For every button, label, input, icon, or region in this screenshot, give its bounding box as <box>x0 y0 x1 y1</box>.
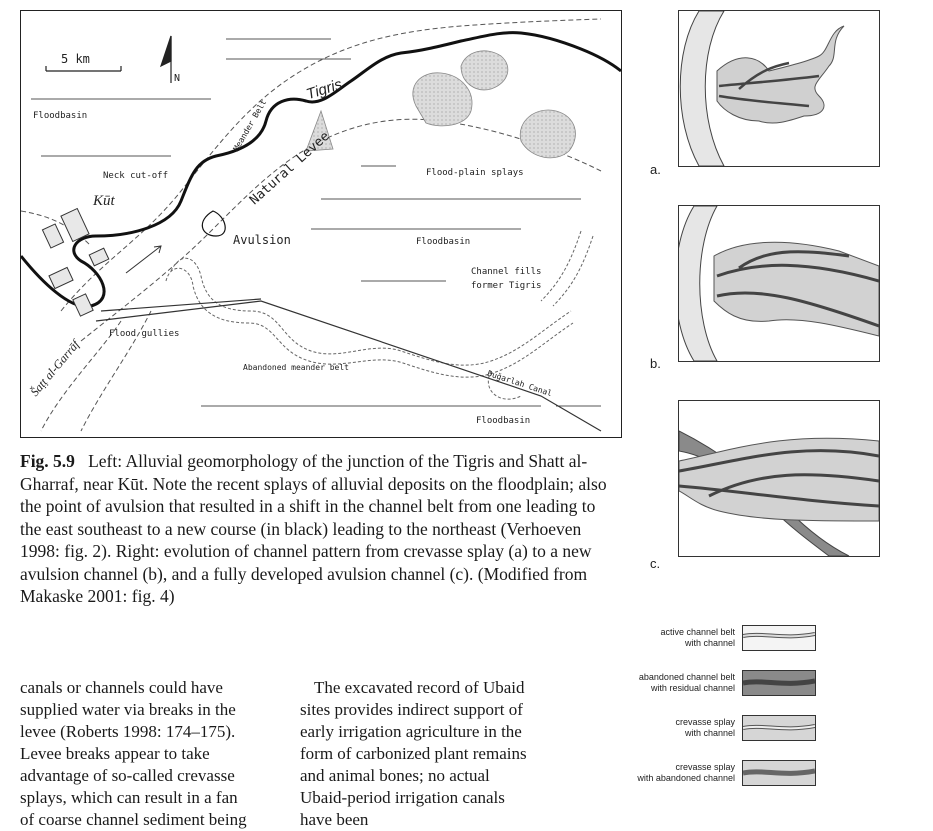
panel-b-label: b. <box>650 356 661 371</box>
floodbasin-mid-label: Floodbasin <box>416 237 471 247</box>
panel-b <box>678 205 880 362</box>
tigris-label: Tigris <box>304 75 345 104</box>
panel-a-drawing <box>679 11 879 166</box>
meander-belt-label: Meander Belt <box>231 98 269 153</box>
floodbasin-bottom-label: Floodbasin <box>476 416 531 426</box>
dugarlah-canal-label: Duğarlah Canal <box>486 368 554 399</box>
panel-c <box>678 400 880 557</box>
scale-bar-label: 5 km <box>61 52 90 66</box>
panel-a <box>678 10 880 167</box>
legend-swatch-1-drawing <box>743 626 815 650</box>
geomorphology-map <box>20 10 622 438</box>
panel-c-label: c. <box>650 556 661 571</box>
legend-swatch-active-channel <box>742 625 816 651</box>
abandoned-meander-label: Abandoned meander belt <box>243 363 349 372</box>
panel-b-drawing <box>679 206 879 361</box>
former-tigris-label: former Tigris <box>471 281 542 291</box>
legend-text-1: active channel belt with channel <box>660 627 735 648</box>
legend-text-2: abandoned channel belt with residual channel <box>638 672 735 693</box>
figure-caption <box>20 450 620 608</box>
figure-number: Fig. 5.9 <box>20 451 75 471</box>
legend-swatch-splay-abandoned <box>742 760 816 786</box>
north-label: N <box>174 73 181 84</box>
legend-text-3: crevasse splay with channel <box>675 717 735 738</box>
panel-c-drawing <box>679 401 879 556</box>
legend-swatch-3-drawing <box>743 716 815 740</box>
kut-label: Kūt <box>93 193 115 209</box>
legend-swatch-4-drawing <box>743 761 815 785</box>
natural-levee-label: Natural Levee <box>247 128 333 209</box>
map-drawing <box>21 11 621 437</box>
floodbasin-label: Floodbasin <box>33 111 88 121</box>
avulsion-label: Avulsion <box>233 233 291 247</box>
neck-cutoff-label: Neck cut-off <box>103 171 169 181</box>
floodplain-splays-label: Flood-plain splays <box>426 168 524 178</box>
legend-swatch-crevasse-splay <box>742 715 816 741</box>
body-column-right: The excavated record of Ubaid sites provides indirect support of early irrigation agriculture in the form of carbonized plant remains and animal bones; no actual Ubaid-period irrigation canals have been <box>300 678 527 829</box>
flood-gullies-label: Flood gullies <box>109 329 180 339</box>
legend-swatch-2-drawing <box>743 671 815 695</box>
shatt-label: Šaṭṭ al-Garrāf <box>27 337 83 399</box>
legend-swatch-abandoned-channel <box>742 670 816 696</box>
legend-text-4: crevasse splay with abandoned channel <box>637 762 735 783</box>
channel-fills-label: Channel fills <box>471 267 542 277</box>
caption-text: Left: Alluvial geomorphology of the junction of the Tigris and Shatt al-Gharraf, near Kūt. Note the recent splays of alluvial deposits on the floodplain; also the point of avulsion that resulted in a shift in the channel belt from one leading to the east southeast to a new course (in black) leading to the northeast (Verhoeven 1998: fig. 2). Right: evolution of channel pattern from crevasse splay (a) to a new avulsion channel (b), and a fully developed avulsion channel (c). (Modified from Makaske 2001: fig. 4) <box>20 451 607 606</box>
panel-a-label: a. <box>650 162 661 177</box>
body-column-left: canals or channels could have supplied water via breaks in the levee (Roberts 1998: 174–175). Levee breaks appear to take advantage of so-called crevasse splays, which can result in a fan of coarse channel sediment being <box>20 678 247 829</box>
